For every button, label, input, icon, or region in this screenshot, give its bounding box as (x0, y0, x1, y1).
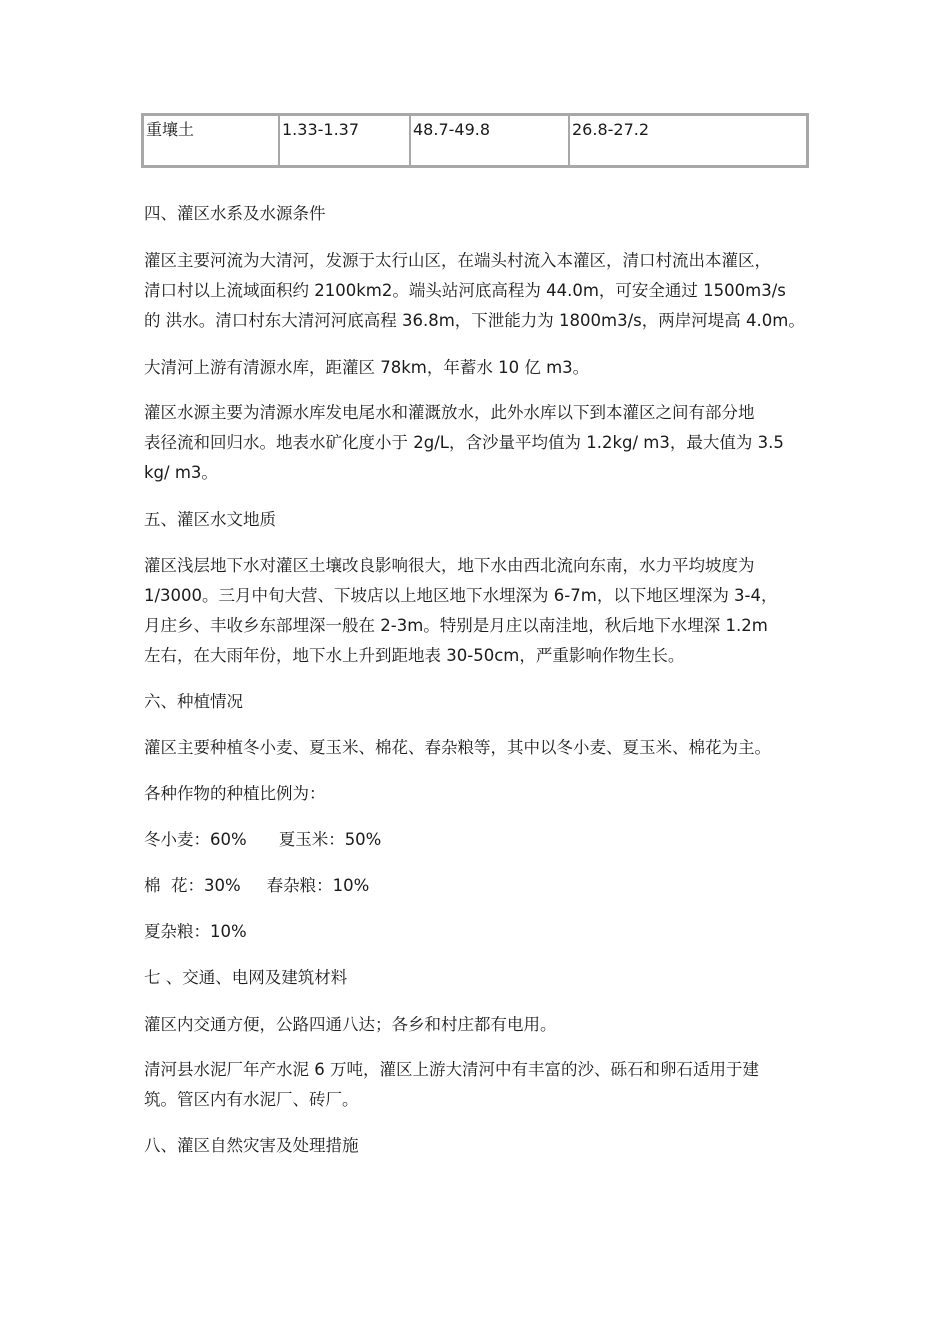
soil-table (141, 113, 809, 168)
section-7-paragraph-2 (144, 1055, 759, 1115)
section-7-heading: 七 、交通、电网及建筑材料 (144, 968, 348, 987)
table-cell-value-2: 48.7-49.8 (410, 115, 569, 166)
text-line: 左右，在大雨年份，地下水上升到距地表 30-50cm，严重影响作物生长。 (144, 646, 685, 665)
section-4-paragraph-2: 大清河上游有清源水库，距灌区 78km，年蓄水 10 亿 m3。 (144, 358, 590, 377)
crop-ratio-line-3 (144, 917, 247, 947)
table-row (143, 115, 807, 166)
section-7-paragraph-1: 灌区内交通方便，公路四通八达；各乡和村庄都有电用。 (144, 1015, 557, 1034)
section-4-paragraph-1 (144, 246, 805, 336)
text-line: 灌区主要河流为大清河，发源于太行山区，在端头村流入本灌区，清口村流出本灌区， (144, 251, 771, 270)
section-8-heading: 八、灌区自然灾害及处理措施 (144, 1136, 359, 1155)
crop-summer-corn: 夏玉米：50% (278, 830, 382, 849)
section-6-paragraph-1: 灌区主要种植冬小麦、夏玉米、棉花、春杂粮等，其中以冬小麦、夏玉米、棉花为主。 (144, 738, 771, 757)
text-line: 灌区水源主要为清源水库发电尾水和灌溉放水，此外水库以下到本灌区之间有部分地 (144, 403, 755, 422)
crop-summer-grain: 夏杂粮：10% (144, 922, 247, 941)
section-6-paragraph-2: 各种作物的种植比例为： (144, 784, 326, 803)
crop-ratio-line-1 (144, 825, 381, 855)
table-cell-value-1: 1.33-1.37 (279, 115, 410, 166)
table-cell-soil-type: 重壤土 (143, 115, 279, 166)
crop-spring-grain: 春杂粮：10% (266, 876, 370, 895)
text-line: kg/ m3。 (144, 463, 218, 482)
section-5-paragraph-1 (144, 551, 778, 671)
text-line: 清口村以上流域面积约 2100km2。端头站河底高程为 44.0m，可安全通过 1500m3/s (144, 281, 786, 300)
crop-winter-wheat: 冬小麦：60% (144, 830, 247, 849)
text-line: 灌区浅层地下水对灌区土壤改良影响很大，地下水由西北流向东南，水力平均坡度为 (144, 556, 755, 575)
crop-cotton: 棉 花：30% (144, 876, 241, 895)
text-line: 筑。管区内有水泥厂、砖厂。 (144, 1090, 359, 1109)
text-line: 1/3000。三月中旬大营、下坡店以上地区地下水埋深为 6-7m，以下地区埋深为 3-4， (144, 586, 778, 605)
section-4-heading: 四、灌区水系及水源条件 (144, 204, 326, 223)
text-line: 表径流和回归水。地表水矿化度小于 2g/L，含沙量平均值为 1.2kg/ m3，最大值为 3.5 (144, 433, 784, 452)
section-5-heading: 五、灌区水文地质 (144, 510, 276, 529)
text-line: 清河县水泥厂年产水泥 6 万吨，灌区上游大清河中有丰富的沙、砾石和卵石适用于建 (144, 1060, 759, 1079)
crop-ratio-line-2 (144, 871, 369, 901)
table-cell-value-3: 26.8-27.2 (569, 115, 807, 166)
section-4-paragraph-3 (144, 398, 784, 488)
text-line: 月庄乡、丰收乡东部埋深一般在 2-3m。特别是月庄以南洼地，秋后地下水埋深 1.2m (144, 616, 768, 635)
text-line: 的 洪水。清口村东大清河河底高程 36.8m，下泄能力为 1800m3/s，两岸河堤高 4.0m。 (144, 311, 805, 330)
section-6-heading: 六、种植情况 (144, 692, 243, 711)
